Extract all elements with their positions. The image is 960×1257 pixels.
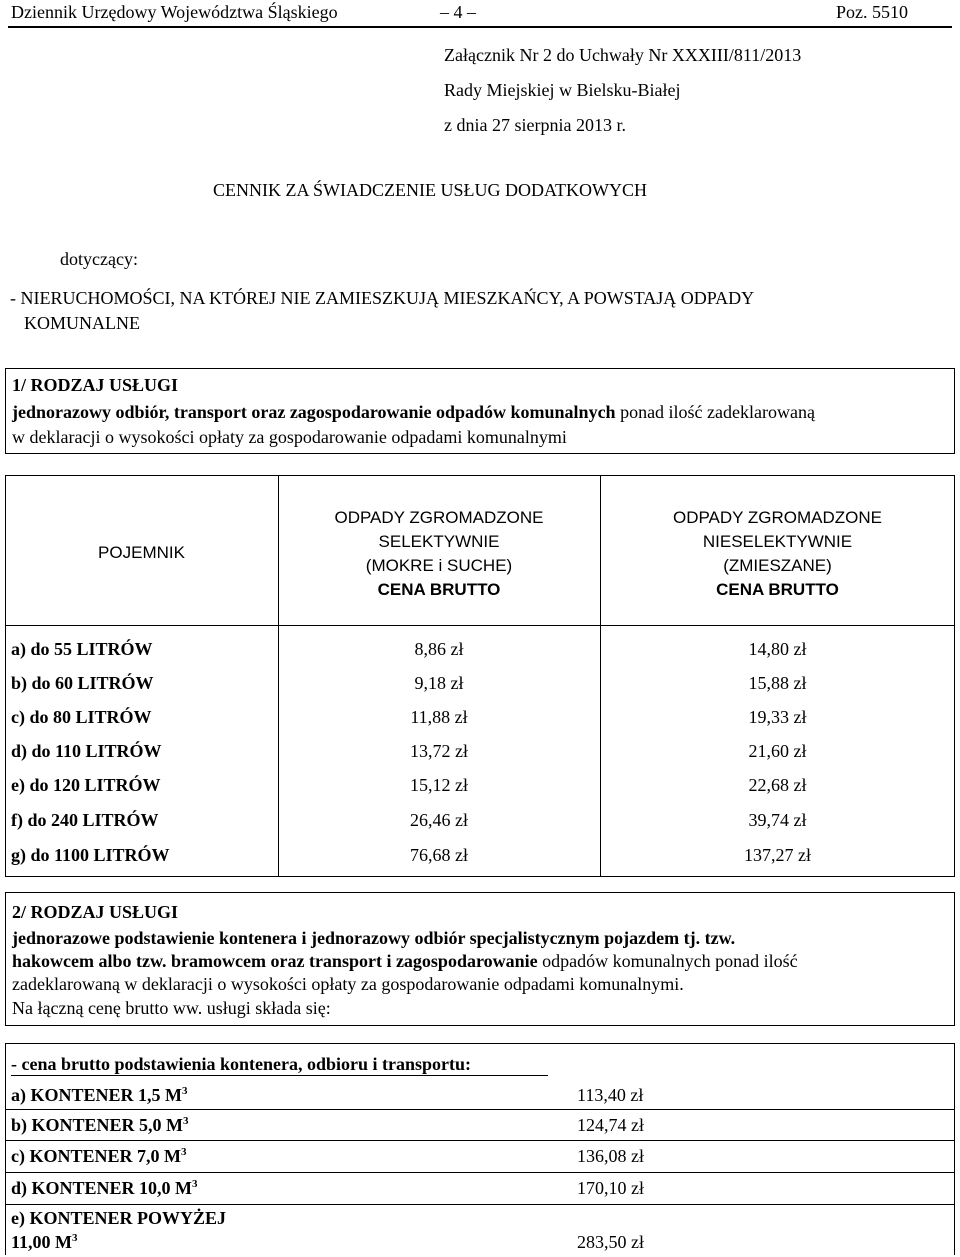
- container-unit-sup: 3: [183, 1115, 189, 1127]
- section2-line2-bold1: hakowcem albo tzw.: [12, 951, 167, 971]
- section2-line2-bold2: bramowcem oraz transport i zagospodarowanie: [166, 951, 538, 971]
- header-selective-line1: ODPADY ZGROMADZONE: [334, 508, 544, 527]
- row-rule: [5, 1172, 955, 1173]
- header-mixed-line3: (ZMIESZANE): [723, 556, 832, 575]
- container-label: [11, 1146, 187, 1167]
- journal-name: Dziennik Urzędowy Województwa Śląskiego: [11, 2, 338, 22]
- section2-line4: Na łączną cenę brutto ww. usługi składa się:: [12, 998, 331, 1018]
- row-mixed-price: 137,27 zł: [744, 845, 811, 865]
- container-price: 283,50 zł: [577, 1232, 644, 1252]
- section2-line2-rest: odpadów komunalnych ponad ilość: [537, 951, 798, 971]
- scope-line-2: KOMUNALNE: [24, 313, 140, 333]
- section2-line2: [12, 951, 798, 972]
- attachment-line-1: Załącznik Nr 2 do Uchwały Nr XXXIII/811/2013: [444, 45, 802, 65]
- row-label: a) do 55 LITRÓW: [11, 639, 153, 659]
- page-number: – 4 –: [440, 2, 476, 22]
- container-label-text: c) KONTENER 7,0 M: [11, 1146, 181, 1166]
- section1-desc-rest: ponad ilość zadeklarowaną: [615, 402, 815, 422]
- container-label: [11, 1085, 188, 1106]
- concerning-label: dotyczący:: [60, 249, 138, 269]
- section2-line1: jednorazowe podstawienie kontenera i jednorazowy odbiór specjalistycznym pojazdem tj. tzw.: [12, 928, 736, 948]
- row-label: e) do 120 LITRÓW: [11, 775, 161, 795]
- row-selective-price: 13,72 zł: [410, 741, 468, 761]
- container-label: [11, 1178, 198, 1199]
- row-selective-price: 15,12 zł: [410, 775, 468, 795]
- row-selective-price: 76,68 zł: [410, 845, 468, 865]
- header-selective-line3: (MOKRE i SUCHE): [365, 556, 513, 575]
- container-label-line2: [11, 1232, 78, 1253]
- row-rule: [5, 1204, 955, 1205]
- row-label: c) do 80 LITRÓW: [11, 707, 152, 727]
- row-selective-price: 26,46 zł: [410, 810, 468, 830]
- header-container: POJEMNIK: [98, 543, 185, 562]
- container-unit-sup: 3: [182, 1085, 188, 1097]
- row-selective-price: 9,18 zł: [414, 673, 464, 693]
- table-header-rule: [5, 625, 955, 626]
- row-label: b) do 60 LITRÓW: [11, 673, 154, 693]
- containers-heading: - cena brutto podstawienia kontenera, odbioru i transportu:: [11, 1054, 472, 1074]
- header-selective-line2: SELEKTYWNIE: [378, 532, 500, 551]
- header-selective: [278, 506, 600, 602]
- header-mixed: [600, 506, 955, 602]
- container-unit-sup: 3: [72, 1232, 78, 1244]
- document-title: CENNIK ZA ŚWIADCZENIE USŁUG DODATKOWYCH: [213, 180, 647, 200]
- row-mixed-price: 15,88 zł: [748, 673, 807, 693]
- container-price: 124,74 zł: [577, 1115, 644, 1135]
- container-price: 136,08 zł: [577, 1146, 644, 1166]
- row-selective-price: 8,86 zł: [414, 639, 464, 659]
- containers-heading-underline: [11, 1075, 548, 1076]
- attachment-line-3: z dnia 27 sierpnia 2013 r.: [444, 115, 626, 135]
- row-label: g) do 1100 LITRÓW: [11, 845, 170, 865]
- container-label-text: b) KONTENER 5,0 M: [11, 1115, 184, 1135]
- container-unit-sup: 3: [181, 1146, 187, 1158]
- row-mixed-price: 21,60 zł: [748, 741, 807, 761]
- container-label-line1: e) KONTENER POWYŻEJ: [11, 1208, 227, 1228]
- row-selective-price: 11,88 zł: [410, 707, 468, 727]
- container-label-text: 11,00 M: [11, 1232, 72, 1252]
- position-number: Poz. 5510: [836, 2, 908, 22]
- header-mixed-price: CENA BRUTTO: [716, 580, 839, 599]
- section2-heading: 2/ RODZAJ USŁUGI: [12, 902, 179, 922]
- section1-heading: 1/ RODZAJ USŁUGI: [12, 375, 179, 395]
- container-price: 113,40 zł: [577, 1085, 644, 1105]
- row-rule: [5, 1109, 955, 1110]
- row-label: f) do 240 LITRÓW: [11, 810, 159, 830]
- row-mixed-price: 22,68 zł: [748, 775, 807, 795]
- section1-description: [12, 402, 815, 423]
- section1-desc-bold: jednorazowy odbiór, transport oraz zagospodarowanie odpadów komunalnych: [12, 402, 616, 422]
- header-rule: [8, 26, 952, 28]
- row-mixed-price: 14,80 zł: [748, 639, 807, 659]
- row-rule: [5, 1140, 955, 1141]
- header-mixed-line1: ODPADY ZGROMADZONE: [672, 508, 883, 527]
- row-mixed-price: 39,74 zł: [748, 810, 807, 830]
- container-unit-sup: 3: [192, 1178, 198, 1190]
- section2-line3: zadeklarowaną w deklaracji o wysokości opłaty za gospodarowanie odpadami komunalnymi.: [12, 974, 684, 994]
- container-label-text: a) KONTENER 1,5 M: [11, 1085, 182, 1105]
- section1-description-line2: w deklaracji o wysokości opłaty za gospodarowanie odpadami komunalnymi: [12, 427, 567, 447]
- attachment-line-2: Rady Miejskiej w Bielsku-Białej: [444, 80, 681, 100]
- row-label: d) do 110 LITRÓW: [11, 741, 162, 761]
- container-label: [11, 1115, 189, 1136]
- scope-line-1: - NIERUCHOMOŚCI, NA KTÓREJ NIE ZAMIESZKUJĄ MIESZKAŃCY, A POWSTAJĄ ODPADY: [10, 288, 755, 308]
- row-mixed-price: 19,33 zł: [748, 707, 807, 727]
- container-label-text: d) KONTENER 10,0 M: [11, 1178, 193, 1198]
- header-mixed-line2: NIESELEKTYWNIE: [702, 532, 853, 551]
- container-price: 170,10 zł: [577, 1178, 644, 1198]
- header-selective-price: CENA BRUTTO: [377, 580, 501, 599]
